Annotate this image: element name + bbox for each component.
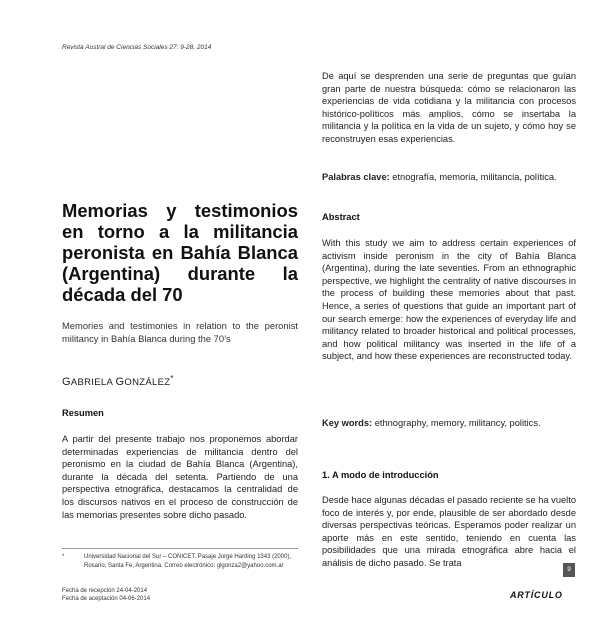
section-text: Desde hace algunas décadas el pasado reciente se ha vuelto foco de interés y, por ende, plausible de ser abordado desde diversas perspectivas teóricas. Esperamos poder realizar un aporte más en este sentido, teniendo en cuenta las posibilidades que una mirada etnográfica abre hacia el análisis de dicho pasado. Se trata xyxy=(322,495,576,568)
title-line: (Argentina) durante la xyxy=(62,263,298,284)
resumen-heading: Resumen xyxy=(62,408,104,418)
abstract-text: With this study we aim to address certain experiences of activism inside peronism in the city of Bahía Blanca (Argentina), during the late seventies. From an ethnographic perspective, we highlight the centrality of native discourses in the process of building these memories about that past. Hence, a series of questions that guide an important part of our search emerge: how the experiences of everyday life and militancy related to broader historical and political processes, and how political militancy was inserted in the life of a subject, and how these experiences are reconstructed today. xyxy=(322,238,576,362)
title-line: década del 70 xyxy=(62,284,183,305)
section-heading: 1. A modo de introducción xyxy=(322,470,439,480)
section-label: ARTÍCULO xyxy=(510,590,563,600)
received-date: Fecha de recepción 24-04-2014 xyxy=(62,588,148,594)
key-words: Key words: ethnography, memory, militancy, politics. xyxy=(322,418,541,428)
accepted-date: Fecha de aceptación 04-06-2014 xyxy=(62,596,151,603)
resumen-text: A partir del presente trabajo nos proponemos abordar determinadas experiencias de militancia dentro del peronismo en la ciudad de Bahía Blanca (Argentina), durante la década del setenta. Partiendo de una perspectiva etnográfica, destacamos la centralidad de los discursos nativos en el proceso de construcción de las memorias presentes sobre dicho pasado. xyxy=(62,434,298,520)
author-name: GABRIELA GONZÁLEZ* xyxy=(62,374,174,389)
page-number: 9 xyxy=(563,563,575,577)
footnote-text: Universidad Nacional del Sur – CONICET. Pasaje Jorge Harding 1343 (2000), Rosario, Santa Fe, Argentina. Correo electrónico: glgonza2@yahoo.com.ar xyxy=(84,554,292,569)
intro-paragraph: De aquí se desprenden una serie de preguntas que guían gran parte de nuestra búsqueda: cómo se relacionaron las experiencias de vida cotidiana y la militancia con procesos histórico-políticos más amplios, cómo se insertaba la militancia y la política en la vida de un sujeto, y cómo hoy se reconstruyen esas experiencias. xyxy=(322,71,576,144)
palabras-clave-label: Palabras clave: xyxy=(322,172,390,182)
publication-dates xyxy=(62,587,150,604)
abstract-heading: Abstract xyxy=(322,212,360,222)
footnote xyxy=(62,548,298,570)
key-words-label: Key words: xyxy=(322,418,373,428)
title-line: Memorias y testimonios xyxy=(62,200,298,221)
title-line: peronista en Bahía Blanca xyxy=(62,242,298,263)
article-subtitle: Memories and testimonies in relation to the peronist militancy in Bahía Blanca during the 70’s xyxy=(62,320,298,344)
footnote-mark: * xyxy=(62,554,65,560)
journal-citation: Revista Austral de Ciencias Sociales 27: 9-28, 2014 xyxy=(62,44,212,51)
palabras-clave: Palabras clave: etnografía, memoria, militancia, política. xyxy=(322,172,557,182)
title-line: en torno a la militancia xyxy=(62,221,298,242)
author-footnote-mark: * xyxy=(170,374,174,383)
article-title xyxy=(62,200,298,305)
